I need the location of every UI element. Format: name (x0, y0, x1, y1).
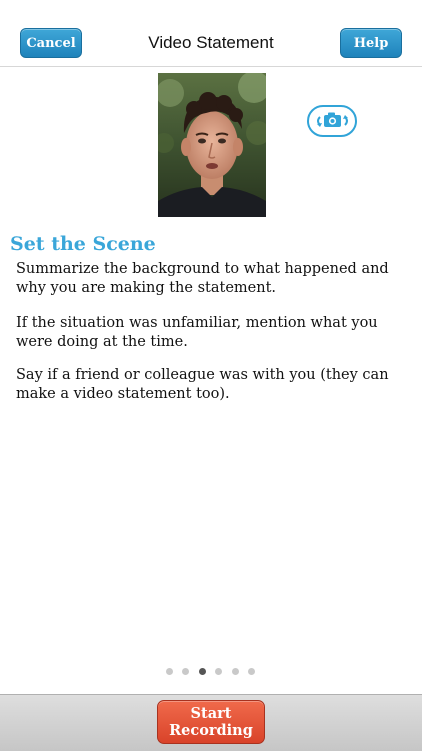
camera-preview-image (158, 73, 266, 217)
record-button-label-line1: Start (190, 705, 232, 722)
page-dot[interactable] (215, 668, 222, 675)
nav-bar (0, 0, 422, 67)
page-dot[interactable] (248, 668, 255, 675)
switch-camera-icon (309, 107, 355, 135)
instruction-paragraph: Say if a friend or colleague was with you (they can make a video statement too). (16, 367, 389, 402)
page-dot-active[interactable] (199, 668, 206, 675)
page-dot[interactable] (232, 668, 239, 675)
start-recording-button[interactable] (157, 700, 265, 744)
page-dot[interactable] (166, 668, 173, 675)
camera-preview (158, 73, 266, 217)
bottom-toolbar (0, 694, 422, 751)
page-title: Video Statement (148, 33, 274, 52)
section-title: Set the Scene (10, 233, 156, 255)
help-button[interactable]: Help (340, 28, 402, 58)
page-indicator[interactable] (166, 668, 262, 676)
instruction-paragraph: Summarize the background to what happened and why you are making the statement. (16, 261, 389, 296)
switch-camera-button[interactable] (307, 105, 357, 137)
record-button-label-line2: Recording (169, 722, 253, 739)
page-dot[interactable] (182, 668, 189, 675)
instruction-paragraph: If the situation was unfamiliar, mention what you were doing at the time. (16, 315, 378, 350)
cancel-button[interactable]: Cancel (20, 28, 82, 58)
